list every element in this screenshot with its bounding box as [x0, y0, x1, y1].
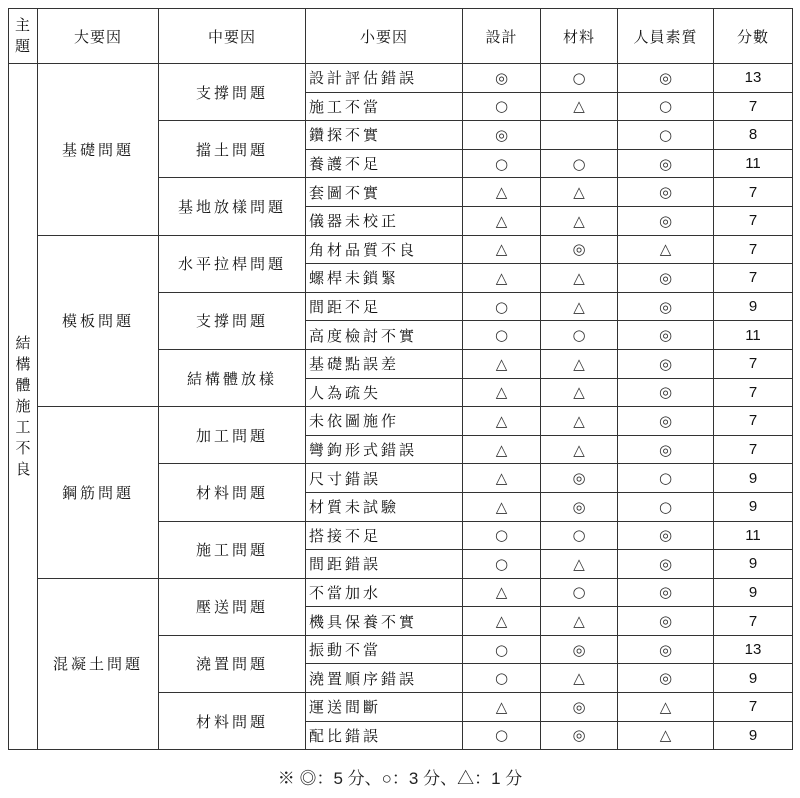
material-rating-cell: ◎: [541, 635, 618, 664]
score-cell: 7: [714, 435, 793, 464]
score-cell: 7: [714, 235, 793, 264]
score-cell: 7: [714, 264, 793, 293]
personnel-rating-cell: ◎: [618, 264, 714, 293]
personnel-rating-cell: ◎: [618, 550, 714, 579]
design-rating-cell: ○: [463, 321, 541, 350]
material-rating-cell: △: [541, 349, 618, 378]
material-rating-cell: △: [541, 178, 618, 207]
header-row: [9, 9, 793, 64]
material-rating-cell: △: [541, 378, 618, 407]
material-rating-cell: △: [541, 664, 618, 693]
score-cell: 11: [714, 521, 793, 550]
design-rating-cell: ○: [463, 664, 541, 693]
minor-cause-cell: 彎鉤形式錯誤: [306, 435, 463, 464]
material-rating-cell: △: [541, 435, 618, 464]
header-design: 設計: [463, 9, 541, 64]
scoring-legend: ※ ◎：5 分、○：3 分、△：1 分: [277, 769, 523, 788]
score-cell: 11: [714, 149, 793, 178]
design-rating-cell: △: [463, 435, 541, 464]
personnel-rating-cell: ◎: [618, 664, 714, 693]
minor-cause-cell: 螺桿未鎖緊: [306, 264, 463, 293]
personnel-rating-cell: ◎: [618, 349, 714, 378]
minor-cause-cell: 養護不足: [306, 149, 463, 178]
personnel-rating-cell: ◎: [618, 607, 714, 636]
score-cell: 9: [714, 664, 793, 693]
personnel-rating-cell: ◎: [618, 578, 714, 607]
score-cell: 7: [714, 378, 793, 407]
personnel-rating-cell: △: [618, 235, 714, 264]
minor-cause-cell: 澆置順序錯誤: [306, 664, 463, 693]
middle-cause-cell: 基地放樣問題: [159, 178, 306, 235]
minor-cause-cell: 尺寸錯誤: [306, 464, 463, 493]
personnel-rating-cell: ◎: [618, 407, 714, 436]
personnel-rating-cell: ◎: [618, 378, 714, 407]
minor-cause-cell: 鑽探不實: [306, 121, 463, 150]
middle-cause-cell: 支撐問題: [159, 292, 306, 349]
design-rating-cell: △: [463, 235, 541, 264]
middle-cause-cell: 壓送問題: [159, 578, 306, 635]
score-cell: 9: [714, 292, 793, 321]
score-cell: 7: [714, 178, 793, 207]
minor-cause-cell: 套圖不實: [306, 178, 463, 207]
design-rating-cell: △: [463, 349, 541, 378]
major-cause-cell: 基礎問題: [38, 64, 159, 236]
personnel-rating-cell: ◎: [618, 149, 714, 178]
design-rating-cell: △: [463, 693, 541, 722]
header-minor-cause: 小要因: [306, 9, 463, 64]
material-rating-cell: △: [541, 407, 618, 436]
minor-cause-cell: 不當加水: [306, 578, 463, 607]
minor-cause-cell: 間距錯誤: [306, 550, 463, 579]
personnel-rating-cell: ◎: [618, 206, 714, 235]
score-cell: 7: [714, 407, 793, 436]
score-cell: 9: [714, 578, 793, 607]
material-rating-cell: ○: [541, 578, 618, 607]
design-rating-cell: ◎: [463, 121, 541, 150]
middle-cause-cell: 結構體放樣: [159, 349, 306, 406]
topic-label: 結構體施工不良: [15, 334, 31, 479]
middle-cause-cell: 施工問題: [159, 521, 306, 578]
personnel-rating-cell: ○: [618, 92, 714, 121]
minor-cause-cell: 高度檢討不實: [306, 321, 463, 350]
material-rating-cell: ◎: [541, 492, 618, 521]
personnel-rating-cell: ○: [618, 464, 714, 493]
material-rating-cell: △: [541, 264, 618, 293]
minor-cause-cell: 間距不足: [306, 292, 463, 321]
material-rating-cell: ◎: [541, 693, 618, 722]
material-rating-cell: ◎: [541, 464, 618, 493]
personnel-rating-cell: △: [618, 721, 714, 750]
material-rating-cell: ◎: [541, 235, 618, 264]
score-cell: 7: [714, 349, 793, 378]
minor-cause-cell: 配比錯誤: [306, 721, 463, 750]
personnel-rating-cell: ◎: [618, 178, 714, 207]
table-row: [9, 578, 793, 607]
score-cell: 9: [714, 550, 793, 579]
header-score: 分數: [714, 9, 793, 64]
design-rating-cell: ○: [463, 721, 541, 750]
design-rating-cell: △: [463, 206, 541, 235]
minor-cause-cell: 角材品質不良: [306, 235, 463, 264]
middle-cause-cell: 擋土問題: [159, 121, 306, 178]
design-rating-cell: ◎: [463, 64, 541, 93]
design-rating-cell: △: [463, 492, 541, 521]
minor-cause-cell: 運送間斷: [306, 693, 463, 722]
minor-cause-cell: 材質未試驗: [306, 492, 463, 521]
design-rating-cell: △: [463, 578, 541, 607]
cause-evaluation-table: [8, 8, 793, 750]
personnel-rating-cell: ◎: [618, 521, 714, 550]
design-rating-cell: ○: [463, 521, 541, 550]
personnel-rating-cell: ◎: [618, 292, 714, 321]
minor-cause-cell: 人為疏失: [306, 378, 463, 407]
design-rating-cell: △: [463, 378, 541, 407]
design-rating-cell: △: [463, 178, 541, 207]
table-row: [9, 407, 793, 436]
major-cause-cell: 混凝土問題: [38, 578, 159, 750]
minor-cause-cell: 基礎點誤差: [306, 349, 463, 378]
material-rating-cell: [541, 121, 618, 150]
header-topic: 主題: [9, 9, 38, 64]
header-middle-cause: 中要因: [159, 9, 306, 64]
design-rating-cell: △: [463, 407, 541, 436]
personnel-rating-cell: △: [618, 693, 714, 722]
score-cell: 9: [714, 721, 793, 750]
major-cause-cell: 鋼筋問題: [38, 407, 159, 579]
score-cell: 13: [714, 635, 793, 664]
design-rating-cell: ○: [463, 92, 541, 121]
material-rating-cell: ◎: [541, 721, 618, 750]
minor-cause-cell: 設計評估錯誤: [306, 64, 463, 93]
minor-cause-cell: 未依圖施作: [306, 407, 463, 436]
score-cell: 7: [714, 607, 793, 636]
header-personnel: 人員素質: [618, 9, 714, 64]
middle-cause-cell: 水平拉桿問題: [159, 235, 306, 292]
topic-cell: [9, 64, 38, 750]
design-rating-cell: ○: [463, 635, 541, 664]
design-rating-cell: ○: [463, 292, 541, 321]
material-rating-cell: ○: [541, 321, 618, 350]
middle-cause-cell: 支撐問題: [159, 64, 306, 121]
middle-cause-cell: 材料問題: [159, 693, 306, 750]
design-rating-cell: ○: [463, 550, 541, 579]
score-cell: 11: [714, 321, 793, 350]
material-rating-cell: △: [541, 607, 618, 636]
score-cell: 13: [714, 64, 793, 93]
material-rating-cell: ○: [541, 149, 618, 178]
material-rating-cell: ○: [541, 64, 618, 93]
minor-cause-cell: 儀器未校正: [306, 206, 463, 235]
material-rating-cell: ○: [541, 521, 618, 550]
personnel-rating-cell: ◎: [618, 64, 714, 93]
score-cell: 7: [714, 206, 793, 235]
material-rating-cell: △: [541, 292, 618, 321]
personnel-rating-cell: ◎: [618, 321, 714, 350]
score-cell: 9: [714, 464, 793, 493]
table-row: [9, 64, 793, 93]
personnel-rating-cell: ◎: [618, 435, 714, 464]
minor-cause-cell: 機具保養不實: [306, 607, 463, 636]
score-cell: 9: [714, 492, 793, 521]
minor-cause-cell: 施工不當: [306, 92, 463, 121]
table-body: [9, 64, 793, 750]
middle-cause-cell: 加工問題: [159, 407, 306, 464]
material-rating-cell: △: [541, 550, 618, 579]
design-rating-cell: ○: [463, 149, 541, 178]
personnel-rating-cell: ○: [618, 121, 714, 150]
material-rating-cell: △: [541, 206, 618, 235]
material-rating-cell: △: [541, 92, 618, 121]
score-cell: 7: [714, 92, 793, 121]
header-material: 材料: [541, 9, 618, 64]
personnel-rating-cell: ○: [618, 492, 714, 521]
design-rating-cell: △: [463, 264, 541, 293]
table-row: [9, 235, 793, 264]
minor-cause-cell: 搭接不足: [306, 521, 463, 550]
header-major-cause: 大要因: [38, 9, 159, 64]
personnel-rating-cell: ◎: [618, 635, 714, 664]
design-rating-cell: △: [463, 464, 541, 493]
score-cell: 7: [714, 693, 793, 722]
score-cell: 8: [714, 121, 793, 150]
major-cause-cell: 模板問題: [38, 235, 159, 407]
middle-cause-cell: 材料問題: [159, 464, 306, 521]
design-rating-cell: △: [463, 607, 541, 636]
minor-cause-cell: 振動不當: [306, 635, 463, 664]
middle-cause-cell: 澆置問題: [159, 635, 306, 692]
